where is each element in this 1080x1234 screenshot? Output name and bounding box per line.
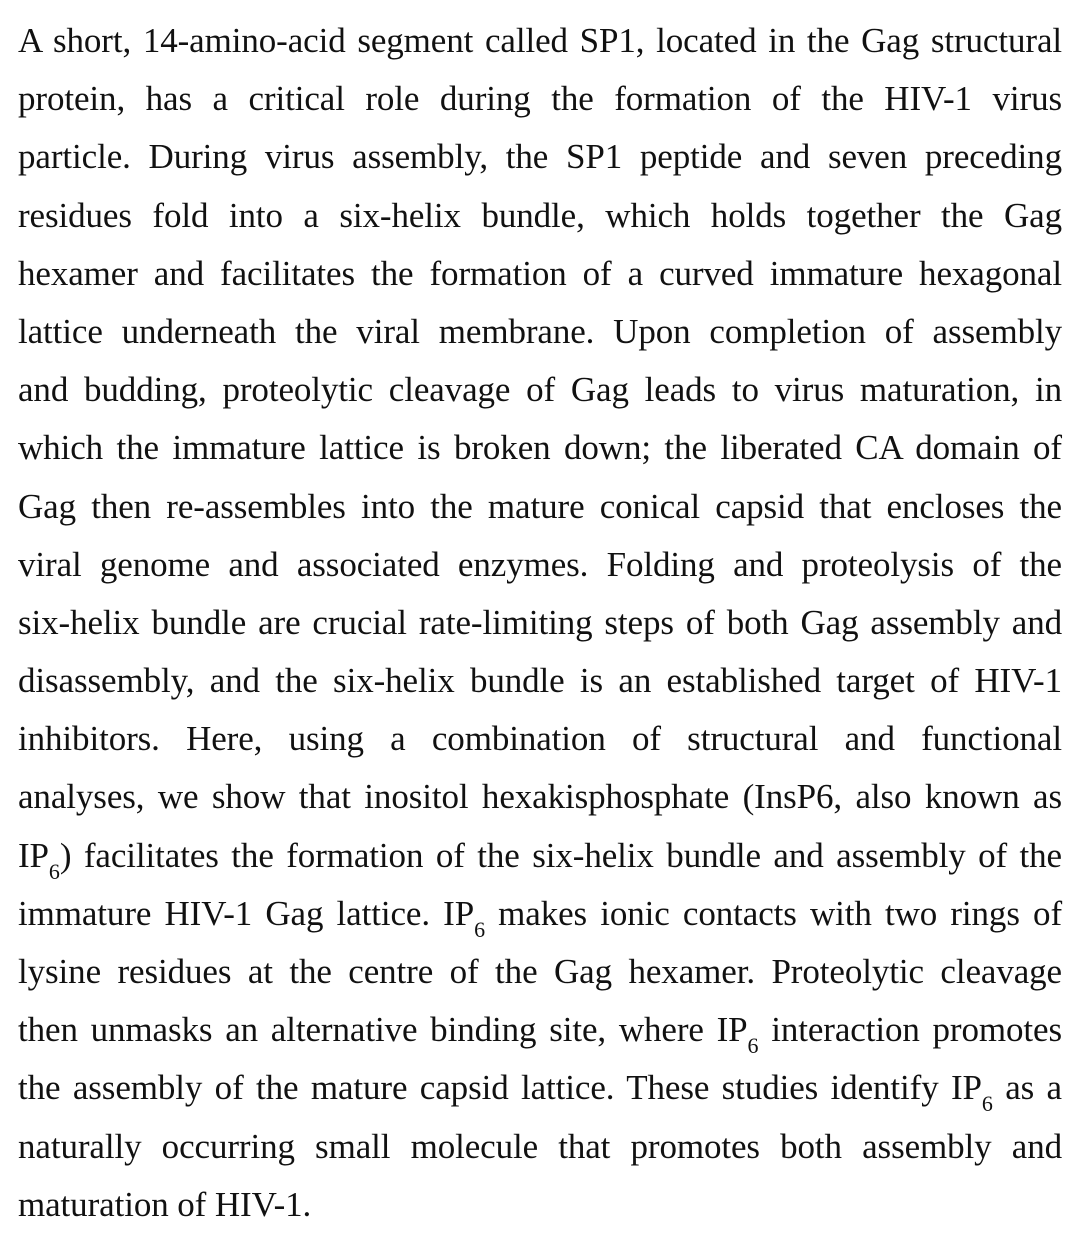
text-line: and budding, proteolytic cleavage of Gag leads to virus maturation, in <box>18 370 1062 410</box>
text-line: naturally occurring small molecule that promotes both assembly and <box>18 1126 1062 1166</box>
subscript: 6 <box>747 1033 759 1059</box>
text-line: particle. During virus assembly, the SP1 peptide and seven preceding <box>18 137 1062 177</box>
text-line: disassembly, and the six-helix bundle is an established target of HIV-1 <box>18 661 1062 701</box>
text-line <box>18 885 1062 943</box>
text-segment: IP <box>18 835 49 875</box>
text-line: Gag then re-assembles into the mature conical capsid that encloses the <box>18 486 1062 526</box>
text-line: hexamer and facilitates the formation of a curved immature hexagonal <box>18 253 1062 293</box>
text-segment: ) facilitates the formation of the six-helix bundle and assembly of the <box>59 835 1062 875</box>
text-line: maturation of HIV-1. <box>18 1184 312 1224</box>
text-line: viral genome and associated enzymes. Folding and proteolysis of the <box>18 544 1062 584</box>
text-line <box>18 1059 1062 1117</box>
subscript: 6 <box>981 1091 993 1117</box>
subscript: 6 <box>474 916 485 942</box>
text-line <box>18 827 1062 885</box>
text-line: A short, 14-amino-acid segment called SP1, located in the Gag structural <box>18 21 1062 60</box>
text-line: lattice underneath the viral membrane. Upon completion of assembly <box>18 311 1062 351</box>
text-line <box>18 1001 1062 1059</box>
text-line: analyses, we show that inositol hexakisphosphate (InsP6, also known as <box>18 777 1062 817</box>
text-line: protein, has a critical role during the formation of the HIV-1 virus <box>18 79 1062 119</box>
text-line: which the immature lattice is broken down; the liberated CA domain of <box>18 428 1062 468</box>
text-segment: then unmasks an alternative binding site, where IP <box>18 1010 748 1050</box>
text-segment: as a <box>992 1068 1062 1108</box>
subscript: 6 <box>48 858 60 884</box>
text-segment: the assembly of the mature capsid lattice. These studies identify IP <box>18 1068 982 1108</box>
text-line: inhibitors. Here, using a combination of structural and functional <box>18 719 1062 759</box>
abstract-paragraph <box>18 12 1062 1234</box>
text-line: residues fold into a six-helix bundle, which holds together the Gag <box>18 195 1062 235</box>
text-line: six-helix bundle are crucial rate-limiting steps of both Gag assembly and <box>18 602 1062 642</box>
text-segment: makes ionic contacts with two rings of <box>484 893 1062 933</box>
text-line: lysine residues at the centre of the Gag hexamer. Proteolytic cleavage <box>18 952 1062 991</box>
text-segment: interaction promotes <box>758 1010 1062 1050</box>
text-segment: immature HIV-1 Gag lattice. IP <box>18 893 475 933</box>
